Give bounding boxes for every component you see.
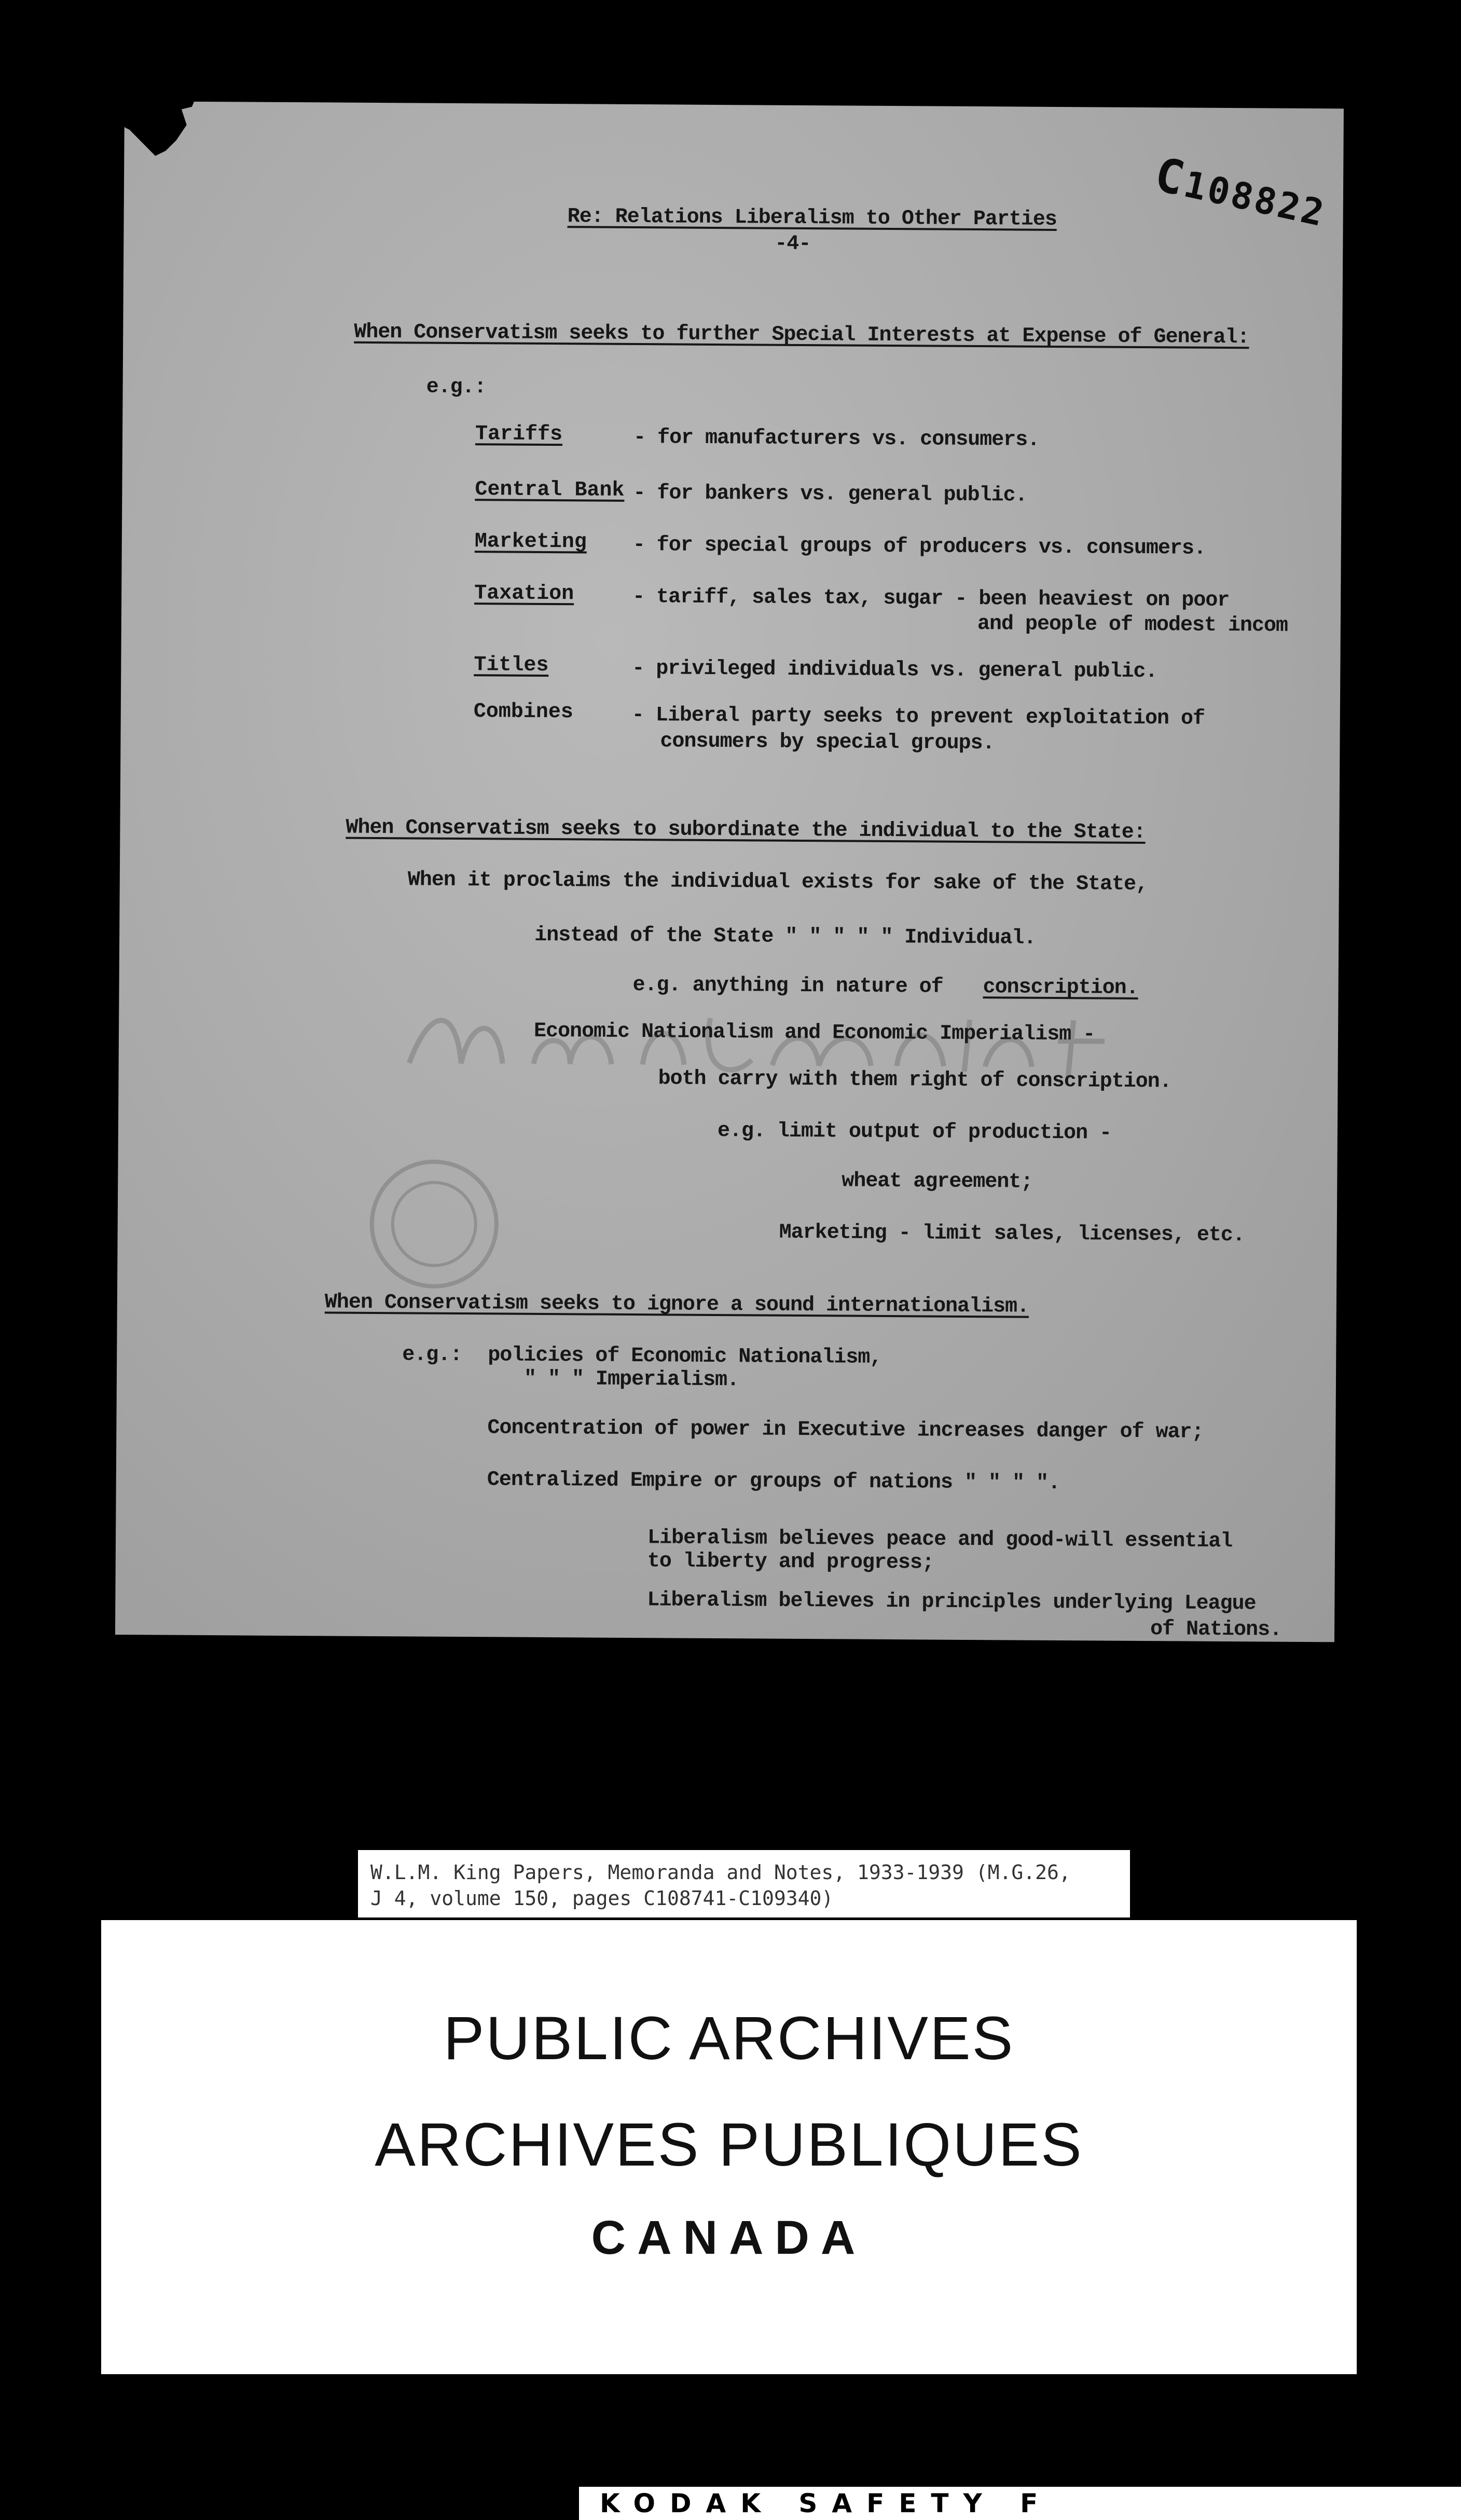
document-heading: Re: Relations Liberalism to Other Parties	[567, 205, 1057, 231]
section3-line: to liberty and progress;	[647, 1550, 934, 1575]
section3-line: e.g.:	[402, 1343, 462, 1367]
section1-eg: e.g.:	[426, 375, 486, 400]
item-text-cont: consumers by special groups.	[660, 730, 995, 756]
section2-line: both carry with them right of conscription.	[658, 1067, 1171, 1094]
section2-line: wheat agreement;	[842, 1169, 1033, 1194]
reference-number: C108822	[1150, 147, 1330, 235]
item-text: - for special groups of producers vs. consumers.	[632, 533, 1206, 560]
item-text: - privileged individuals vs. general public.	[632, 656, 1157, 684]
archive-country: CANADA	[591, 2211, 867, 2264]
item-text: - tariff, sales tax, sugar - been heaviest on poor	[632, 585, 1230, 613]
torn-corner	[119, 93, 202, 172]
caption-line: J 4, volume 150, pages C108741-C109340)	[370, 1887, 834, 1910]
section3-line: Liberalism believes in principles underlying League	[647, 1588, 1256, 1616]
archive-title-fr: ARCHIVES PUBLIQUES	[375, 2111, 1083, 2179]
section2-line: e.g. anything in nature of	[632, 974, 943, 999]
microfilm-caption	[358, 1850, 1130, 1918]
archive-card	[101, 1920, 1357, 2374]
section3-line: of Nations.	[1150, 1618, 1282, 1642]
section3-line: Centralized Empire or groups of nations " " " ".	[487, 1468, 1060, 1496]
item-label: Marketing	[474, 530, 587, 554]
item-label: Combines	[473, 700, 573, 724]
section3-line: Concentration of power in Executive increases danger of war;	[487, 1416, 1204, 1444]
section2-line: When it proclaims the individual exists for sake of the State,	[407, 868, 1148, 897]
film-edge-marking: KODAK SAFETY F	[579, 2487, 1461, 2520]
caption-line: W.L.M. King Papers, Memoranda and Notes, 1933-1939 (M.G.26,	[370, 1861, 1071, 1884]
section2-line: Economic Nationalism and Economic Imperialism -	[533, 1019, 1095, 1047]
faint-stamp	[361, 1151, 507, 1297]
section2-title: When Conservatism seeks to subordinate the individual to the State:	[346, 816, 1146, 845]
item-label: Tariffs	[475, 422, 563, 447]
section3-line: Liberalism believes peace and good-will essential	[647, 1526, 1233, 1554]
faint-handwriting	[398, 985, 1151, 1109]
section2-line: Marketing - limit sales, licenses, etc.	[779, 1221, 1245, 1248]
item-label: Central Bank	[475, 478, 625, 502]
item-text-cont: and people of modest incom	[977, 612, 1288, 638]
section3-title: When Conservatism seeks to ignore a sound internationalism.	[324, 1291, 1029, 1319]
archive-title-en: PUBLIC ARCHIVES	[443, 2004, 1015, 2073]
item-text: - Liberal party seeks to prevent exploitation of	[631, 703, 1205, 731]
page-mark: -4-	[775, 232, 811, 256]
document-sheet	[115, 101, 1344, 1642]
item-label: Taxation	[474, 582, 574, 606]
section3-line: " " " Imperialism.	[523, 1367, 739, 1392]
section2-line: e.g. limit output of production -	[717, 1119, 1112, 1145]
item-text: - for manufacturers vs. consumers.	[633, 426, 1040, 452]
section3-line: policies of Economic Nationalism,	[488, 1344, 882, 1369]
section2-line-underlined: conscription.	[983, 976, 1138, 1000]
item-label: Titles	[474, 653, 549, 678]
section2-line: instead of the State " " " " " Individual.	[534, 923, 1036, 950]
item-text: - for bankers vs. general public.	[633, 482, 1027, 508]
section1-title: When Conservatism seeks to further Special Interests at Expense of General:	[354, 320, 1249, 350]
